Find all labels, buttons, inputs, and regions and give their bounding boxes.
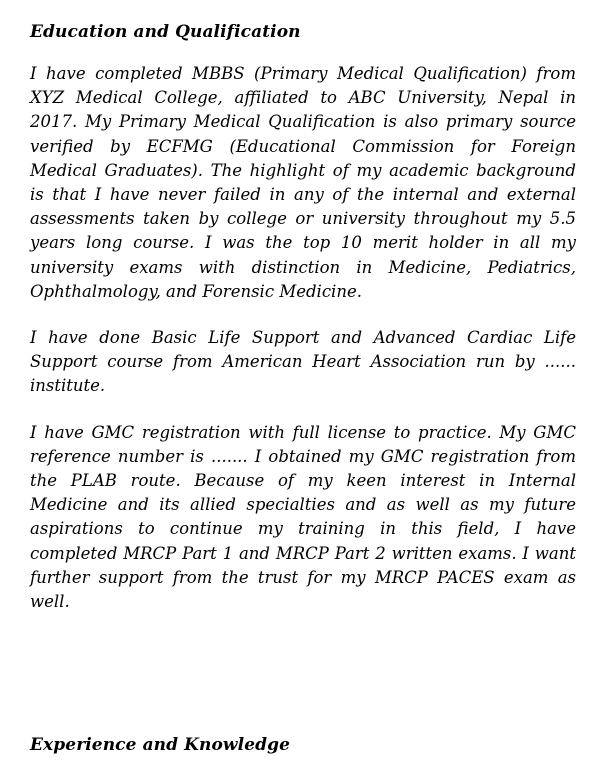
document-page: [30, 20, 576, 614]
education-heading: Education and Qualification: [30, 22, 301, 42]
education-paragraph-gmc: I have GMC registration with full license to practice. My GMC reference number is ....... I obtained my GMC registration from the PLAB route. Because of my keen interest in Internal Medicine and its allied specialties and as well as my future aspirations to continue my training in this field, I have completed MRCP Part 1 and MRCP Part 2 written exams. I want further support from the trust for my MRCP PACES exam as well.: [30, 422, 576, 612]
education-paragraph-life-support: I have done Basic Life Support and Advanced Cardiac Life Support course from American Heart Association run by ...... institute.: [30, 328, 576, 396]
education-paragraph-mbbs: I have completed MBBS (Primary Medical Qualification) from XYZ Medical College, affiliated to ABC University, Nepal in 2017. My Primary Medical Qualification is also primary source verified by ECFMG (Educational Commission for Foreign Medical Graduates). The highlight of my academic background is that I have never failed in any of the internal and external assessments taken by college or university throughout my 5.5 years long course. I was the top 10 merit holder in all my university exams with distinction in Medicine, Pediatrics, Ophthalmology, and Forensic Medicine.: [30, 64, 576, 301]
experience-heading: Experience and Knowledge: [30, 735, 291, 755]
